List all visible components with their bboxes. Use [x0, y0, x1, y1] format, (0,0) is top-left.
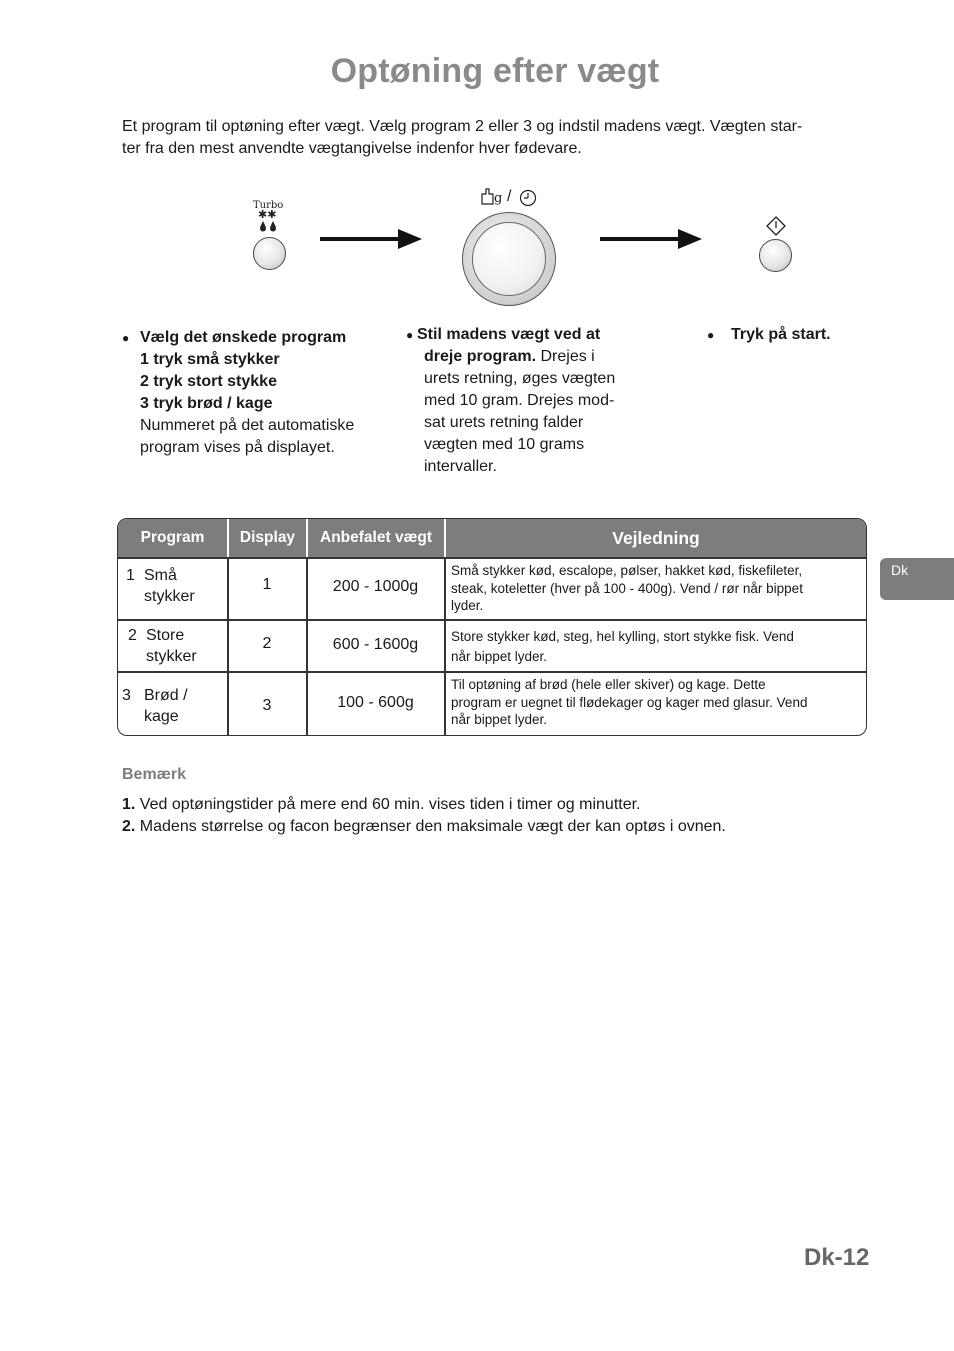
page-number: Dk-12	[804, 1244, 870, 1271]
water-drops-icon	[258, 220, 280, 232]
row-3-guide	[451, 676, 863, 729]
divider	[444, 519, 446, 557]
weight-timer-symbol	[480, 186, 540, 213]
row-3-program	[144, 685, 188, 727]
guide-line: Store stykker kød, steg, hel kylling, stort stykke fisk. Vend	[451, 629, 794, 644]
guide-line: Til optøning af brød (hele eller skiver) og kage. Dette	[451, 677, 766, 692]
step-line: Tryk på start.	[731, 326, 831, 343]
header-guide: Vejledning	[612, 528, 700, 548]
step-line: Drejes i	[536, 348, 595, 365]
guide-line: steak, koteletter (hver på 100 - 400g). Vend / rør når bippet	[451, 580, 803, 596]
intro-line: ter fra den mest anvendte vægtangivelse indenfor hver fødevare.	[122, 140, 582, 157]
row-1-program	[144, 565, 195, 607]
turbo-defrost-button[interactable]	[253, 237, 286, 270]
step-line: intervaller.	[424, 458, 497, 475]
row-2-program	[146, 625, 197, 667]
note-number: 2.	[122, 818, 136, 835]
guide-line: når bippet lyder.	[451, 649, 548, 664]
row-3-display: 3	[262, 697, 272, 714]
step-line: program vises på displayet.	[140, 439, 335, 456]
bullet: ●	[122, 331, 130, 345]
step-line: vægten med 10 grams	[424, 436, 585, 453]
row-2-weight: 600 - 1600g	[332, 636, 419, 653]
program-dial[interactable]	[462, 212, 556, 306]
turbo-label: Turbo	[253, 200, 284, 211]
arrow-right-icon	[600, 237, 680, 241]
start-icon	[766, 216, 786, 236]
row-2-guide	[451, 627, 863, 667]
notes-title: Bemærk	[122, 766, 187, 783]
note-text: Madens størrelse og facon begrænser den maksimale vægt der kan optøs i ovnen.	[135, 818, 726, 835]
divider	[306, 519, 308, 557]
intro-line: Et program til optøning efter vægt. Vælg program 2 eller 3 og indstil madens vægt. Vægten star-	[122, 118, 803, 135]
header-display: Display	[239, 529, 296, 546]
note-number: 1.	[122, 796, 136, 813]
program-name-line: Store	[146, 627, 185, 644]
guide-line: program er uegnet til flødekager og kager med glasur. Vend	[451, 694, 808, 710]
row-2-display: 2	[262, 635, 272, 652]
intro-paragraph	[122, 116, 872, 160]
step-line: med 10 gram. Drejes mod-	[424, 392, 615, 409]
note-item	[122, 816, 726, 838]
weight-unit-label: g	[494, 191, 503, 206]
row-3-number: 3	[122, 687, 131, 704]
step-line: Vælg det ønskede program	[140, 329, 347, 346]
program-table	[117, 518, 867, 736]
bullet: ●	[707, 328, 715, 342]
header-weight: Anbefalet vægt	[320, 529, 432, 546]
row-3-weight: 100 - 600g	[337, 694, 414, 711]
language-tab-label: Dk	[891, 562, 909, 578]
start-button[interactable]	[759, 239, 792, 272]
program-name-line: stykker	[144, 588, 195, 605]
guide-line: når bippet lyder.	[451, 712, 548, 727]
row-2-number: 2	[128, 627, 137, 644]
language-tab	[880, 558, 954, 600]
page-title: Optøning efter vægt	[330, 52, 660, 90]
header-program: Program	[140, 529, 205, 546]
step-line: Nummeret på det automatiske	[140, 417, 355, 434]
program-name-line: Brød /	[144, 687, 188, 704]
step-line: dreje program.	[424, 348, 537, 365]
divider	[227, 519, 229, 557]
program-name-line: kage	[144, 708, 179, 725]
step-line: 2 tryk stort stykke	[140, 373, 277, 390]
row-1-weight: 200 - 1000g	[332, 578, 419, 595]
defrost-icon: ✱✱	[258, 209, 277, 221]
note-text: Ved optøningstider på mere end 60 min. vises tiden i timer og minutter.	[135, 796, 641, 813]
program-name-line: stykker	[146, 648, 197, 665]
note-item	[122, 794, 641, 816]
table-header	[118, 519, 866, 557]
arrow-right-icon	[320, 237, 400, 241]
step-line: sat urets retning falder	[424, 414, 584, 431]
row-1-number: 1	[126, 567, 135, 584]
step-3-text	[731, 324, 871, 346]
divider	[118, 557, 866, 559]
symbol-separator: /	[507, 188, 512, 205]
step-line: urets retning, øges vægten	[424, 370, 616, 387]
divider	[118, 671, 866, 673]
step-line: Stil madens vægt ved at	[417, 326, 601, 343]
step-line: 3 tryk brød / kage	[140, 395, 273, 412]
dial-knob[interactable]	[472, 222, 546, 296]
step-2-text	[417, 324, 657, 478]
bullet: ●	[406, 328, 414, 342]
divider	[118, 619, 866, 621]
guide-line: Små stykker kød, escalope, pølser, hakket kød, fiskefileter,	[451, 563, 803, 578]
divider	[444, 557, 446, 735]
step-1-text	[140, 327, 400, 459]
guide-line: lyder.	[451, 598, 484, 613]
program-name-line: Små	[144, 567, 177, 584]
row-1-display: 1	[262, 576, 272, 593]
step-line: 1 tryk små stykker	[140, 351, 280, 368]
row-1-guide	[451, 562, 863, 615]
